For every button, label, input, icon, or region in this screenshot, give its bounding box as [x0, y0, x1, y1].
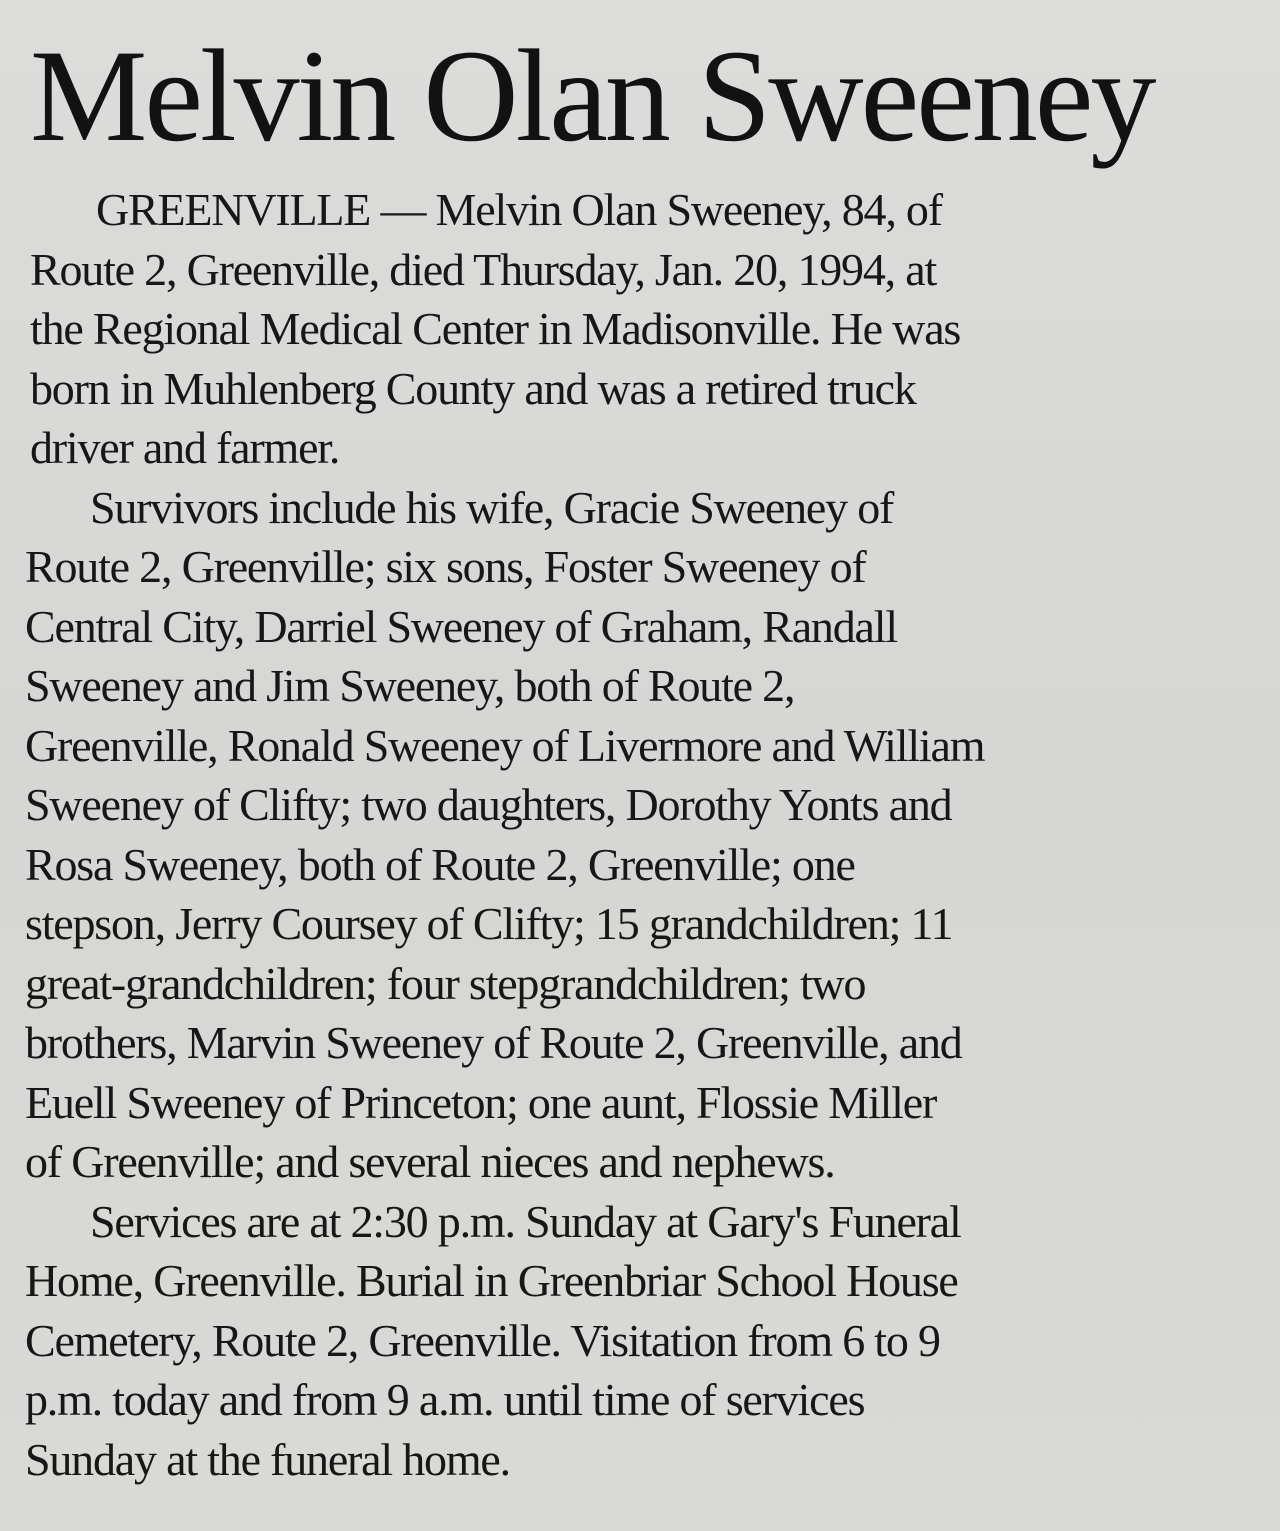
text-line: Survivors include his wife, Gracie Sweeney of [90, 481, 894, 533]
text-line: GREENVILLE — Melvin Olan Sweeney, 84, of [96, 184, 942, 235]
text-line: born in Muhlenberg County and was a retired truck [30, 362, 916, 414]
text-line: Route 2, Greenville; six sons, Foster Sweeney of [25, 541, 866, 592]
text-line: great-grandchildren; four stepgrandchildren; two [25, 957, 866, 1009]
obituary-headline: Melvin Olan Sweeney [30, 22, 1154, 169]
text-line: Sunday at the funeral home. [25, 1433, 510, 1485]
text-line: Greenville, Ronald Sweeney of Livermore and William [25, 719, 985, 771]
text-line: Euell Sweeney of Princeton; one aunt, Flossie Miller [25, 1076, 937, 1128]
paragraph-biography [22, 180, 1262, 478]
paragraph-survivors [22, 478, 1262, 1192]
text-line: Route 2, Greenville, died Thursday, Jan. 20, 1994, at [30, 243, 937, 295]
text-line: stepson, Jerry Coursey of Clifty; 15 grandchildren; 11 [25, 898, 953, 949]
text-line: p.m. today and from 9 a.m. until time of services [25, 1374, 865, 1425]
paragraph-services [22, 1192, 1262, 1490]
text-line: Rosa Sweeney, both of Route 2, Greenville; one [25, 838, 855, 890]
text-line: Services are at 2:30 p.m. Sunday at Gary's Funeral [90, 1195, 961, 1247]
text-line: driver and farmer. [30, 422, 340, 473]
text-line: Sweeney of Clifty; two daughters, Dorothy Yonts and [25, 779, 952, 830]
text-line: brothers, Marvin Sweeney of Route 2, Greenville, and [25, 1017, 962, 1068]
text-line: Cemetery, Route 2, Greenville. Visitation from 6 to 9 [25, 1314, 940, 1366]
text-line: the Regional Medical Center in Madisonville. He was [30, 303, 961, 354]
text-line: Home, Greenville. Burial in Greenbriar School House [25, 1255, 958, 1306]
text-line: Sweeney and Jim Sweeney, both of Route 2, [25, 660, 795, 711]
obituary-body [22, 180, 1262, 1489]
text-line: Central City, Darriel Sweeney of Graham, Randall [25, 600, 897, 652]
text-line: of Greenville; and several nieces and nephews. [25, 1136, 835, 1187]
